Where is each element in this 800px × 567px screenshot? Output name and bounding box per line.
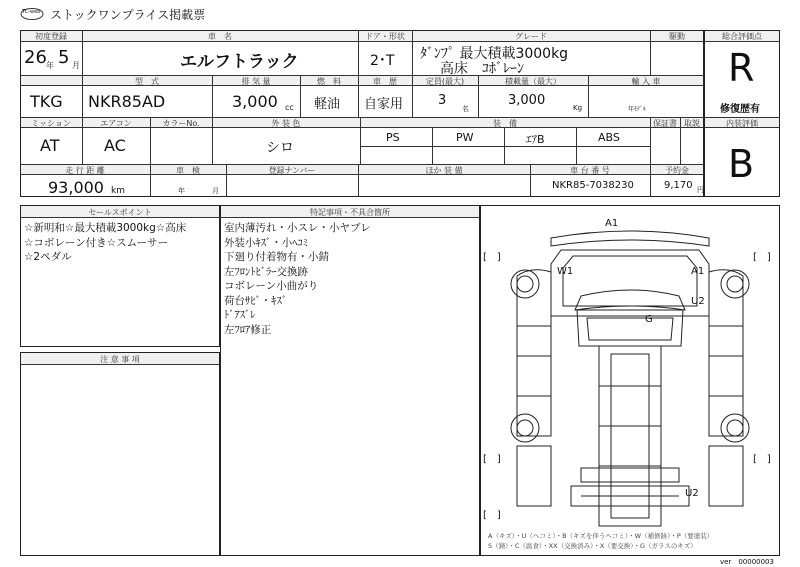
label-cautions: 注 意 事 項 bbox=[100, 355, 140, 364]
overall-grade-note: 修復歴有 bbox=[720, 104, 760, 115]
door-shape-value: 2･T bbox=[370, 53, 395, 69]
exterior-color-value: シロ bbox=[266, 140, 294, 156]
first-reg-year: 26 bbox=[24, 47, 47, 68]
bracket-bottom-center: [ ] bbox=[483, 510, 501, 521]
label-fuel: 燃 料 bbox=[317, 77, 341, 86]
sales-point-item: ☆新明和☆最大積載3000kg☆高床 bbox=[24, 222, 187, 234]
grade-line-2: 高床 ｺﾎﾞﾚｰﾝ bbox=[440, 61, 524, 77]
special-note-item: 外装小ｷｽﾞ・小ﾍｺﾐ bbox=[224, 236, 308, 249]
equipment-pw: PW bbox=[456, 131, 474, 144]
model-year-label: 年ﾓﾃﾞﾙ bbox=[628, 106, 647, 113]
legend-line-2: S（錆）・C（腐食）・XX（交換済み）・X（要交換）・G（ガラスのキズ） bbox=[488, 542, 697, 550]
label-load: 積載量（最大） bbox=[505, 77, 561, 86]
sales-point-item: ☆コボレーン付き☆スムーサー bbox=[24, 236, 169, 249]
special-notes-list bbox=[224, 221, 371, 337]
legend-line-1: A（キズ）・U（ヘコミ）・B（キズを伴うヘコミ）・W（補修跡）・P（要塗装） bbox=[488, 532, 714, 540]
label-sales-points: セールスポイント bbox=[88, 208, 152, 217]
label-plate: 登録ナンバー bbox=[268, 166, 316, 175]
cautions-box bbox=[20, 352, 220, 556]
label-color-no: カラーNo. bbox=[162, 119, 200, 128]
label-mileage: 走 行 距 離 bbox=[65, 166, 105, 175]
label-vehicle-history: 車 歴 bbox=[373, 77, 397, 86]
logo-text: TC-web bbox=[22, 9, 41, 15]
label-interior-grade: 内装評価 bbox=[726, 119, 758, 128]
label-first-reg: 初度登録 bbox=[35, 32, 67, 41]
sales-point-item: ☆2ペダル bbox=[24, 251, 72, 263]
page-title: ストックワンプライス掲載票 bbox=[50, 8, 206, 22]
label-inspection: 車 検 bbox=[176, 166, 200, 175]
mark-u2-right: U2 bbox=[691, 296, 705, 307]
label-chassis-no: 車 台 番 号 bbox=[570, 166, 610, 175]
mileage-unit: km bbox=[111, 186, 125, 196]
interior-grade-value: B bbox=[728, 142, 755, 186]
damage-legend bbox=[488, 531, 713, 551]
special-note-item: 室内薄汚れ・小スレ・小ヤブレ bbox=[224, 222, 371, 234]
truck-outline bbox=[481, 206, 779, 555]
label-capacity: 定員(最大) bbox=[425, 77, 465, 86]
chassis-no-value: NKR85-7038230 bbox=[552, 180, 634, 191]
load-value: 3,000 bbox=[508, 93, 546, 108]
bracket-left-bottom: [ ] bbox=[483, 454, 501, 465]
month-unit: 月 bbox=[72, 61, 80, 70]
mark-g: G bbox=[645, 314, 653, 325]
bracket-left-top: [ ] bbox=[483, 252, 501, 263]
mission-value: AT bbox=[40, 136, 60, 155]
mark-u2-bottom: U2 bbox=[685, 488, 699, 499]
mark-a1-top: A1 bbox=[605, 218, 619, 229]
version-label: ver 00000003 bbox=[720, 558, 774, 566]
car-name-value: エルフトラック bbox=[180, 52, 299, 72]
mark-a1-right: A1 bbox=[691, 266, 705, 277]
grade-line-1: ﾀﾞﾝﾌﾟ 最大積載3000kg bbox=[420, 46, 569, 62]
label-door-shape: ドア・形状 bbox=[365, 32, 405, 41]
aircon-value: AC bbox=[104, 136, 126, 155]
overall-grade-value: R bbox=[728, 46, 755, 90]
displacement-value: 3,000 bbox=[232, 92, 278, 111]
label-other-equipment: ほか 装 備 bbox=[425, 166, 463, 175]
mileage-value: 93,000 bbox=[48, 178, 104, 197]
label-import: 輸 入 車 bbox=[631, 77, 661, 86]
label-overall-grade: 総合評価点 bbox=[722, 32, 762, 41]
label-drive: 駆動 bbox=[669, 32, 685, 41]
model-code: NKR85AD bbox=[88, 92, 166, 111]
label-grade: グレード bbox=[515, 32, 547, 41]
damage-diagram bbox=[480, 205, 780, 556]
equipment-airbag: ｴｱB bbox=[526, 133, 545, 146]
special-note-item: 左ﾌﾛｱ修正 bbox=[224, 323, 272, 336]
label-car-name: 車 名 bbox=[208, 32, 232, 41]
label-price: 予約金 bbox=[665, 166, 689, 175]
first-reg-month: 5 bbox=[58, 47, 70, 68]
mark-w1: W1 bbox=[557, 266, 574, 277]
inspection-month-unit: 月 bbox=[212, 187, 219, 195]
model-prefix: TKG bbox=[30, 92, 63, 111]
capacity-unit: 名 bbox=[462, 105, 469, 113]
label-special-notes: 特記事項・不具合箇所 bbox=[310, 208, 390, 217]
label-exterior-color: 外 装 色 bbox=[271, 119, 301, 128]
inspection-year-unit: 年 bbox=[178, 187, 185, 195]
sales-points-list bbox=[24, 221, 186, 265]
capacity-value: 3 bbox=[438, 93, 447, 108]
bracket-right-top: [ ] bbox=[753, 252, 771, 263]
special-note-item: 下廻り付着物有・小錆 bbox=[224, 251, 329, 263]
label-equipment: 装 備 bbox=[493, 119, 517, 128]
label-aircon: エアコン bbox=[100, 119, 132, 128]
price-unit: 円 bbox=[697, 186, 704, 194]
equipment-ps: PS bbox=[386, 131, 400, 144]
label-record-book: 取説 bbox=[684, 119, 700, 128]
special-note-item: コボレーン小曲がり bbox=[224, 280, 319, 292]
label-warranty: 保証書 bbox=[653, 119, 677, 128]
special-note-item: 左ﾌﾛﾝﾄﾋﾞﾗｰ交換跡 bbox=[224, 265, 308, 278]
bracket-right-bottom: [ ] bbox=[753, 454, 771, 465]
price-value: 9,170 bbox=[664, 180, 693, 191]
fuel-value: 軽油 bbox=[314, 97, 341, 112]
load-unit: Kg bbox=[573, 104, 583, 112]
label-mission: ミッション bbox=[31, 119, 71, 128]
label-model-type: 型 式 bbox=[135, 77, 159, 86]
vehicle-history-value: 自家用 bbox=[364, 97, 404, 112]
equipment-abs: ABS bbox=[598, 131, 620, 144]
displacement-unit: cc bbox=[285, 103, 294, 112]
year-unit: 年 bbox=[46, 61, 54, 70]
special-note-item: ﾄﾞｱｽﾞﾚ bbox=[224, 309, 256, 321]
special-note-item: 荷台ｻﾋﾞ・ｷｽﾞ bbox=[224, 294, 287, 307]
logo bbox=[20, 6, 44, 20]
label-displacement: 排 気 量 bbox=[241, 77, 271, 86]
